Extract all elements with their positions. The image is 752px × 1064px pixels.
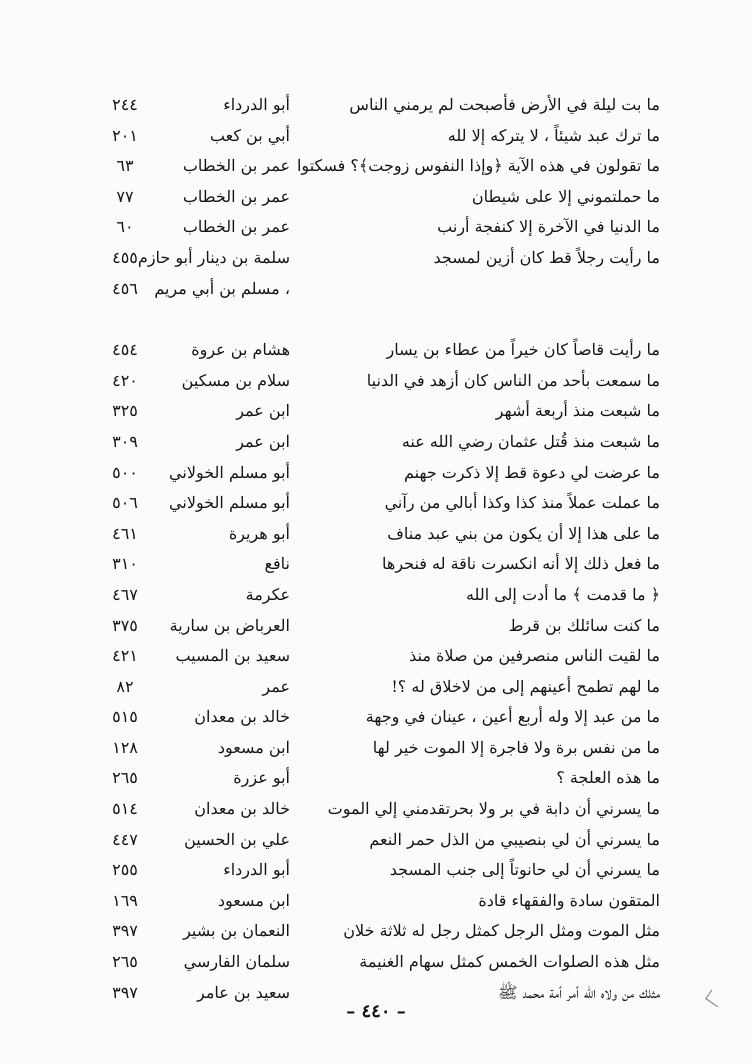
page-ref: ٢٠١ [112,125,138,145]
phrase: مثل هذه الصلوات الخمس كمثل سهام الغنيمة [359,952,660,972]
index-row [95,427,660,458]
narrator: سلام بن مسكين [181,370,290,390]
phrase: ما رأيت رجلاً قط كان أزين لمسجد [433,247,660,267]
index-row [95,763,660,794]
index-row [95,274,660,305]
index-row [95,549,660,580]
index-row [95,212,660,243]
narrator: ابن عمر [236,401,290,421]
narrator: عمر بن الخطاب [182,217,290,237]
phrase: ما من عبد إلا وله أربع أعين ، عينان في وجهة [365,707,660,727]
phrase: ما رأيت قاصاً كان خيراً من عطاء بن يسار [386,340,660,360]
narrator: أبو مسلم الخولاني [169,462,290,482]
page-ref: ٤٥٦ [112,278,138,298]
phrase: ما الدنيا في الآخرة إلا كنفجة أرنب [437,217,660,237]
narrator: ابن عمر [236,431,290,451]
phrase: ﴿ ما قدمت ﴾ ما أدت إلى الله [465,584,660,604]
phrase: ما لهم تطمح أعينهم إلى من لاخلاق له ؟! [391,676,660,696]
narrator: ، مسلم بن أبي مريم [154,278,290,298]
page-ref: ١٦٩ [112,890,138,910]
narrator: عمر بن الخطاب [182,186,290,206]
index-row [95,672,660,703]
phrase: ما عرضت لي دعوة قط إلا ذكرت جهنم [403,462,660,482]
narrator: خالد بن معدان [194,707,290,727]
phrase: ما سمعت بأحد من الناس كان أزهد في الدنيا [366,370,660,390]
page-ref: ٥١٤ [112,799,138,819]
index-row [95,335,660,366]
phrase: ما هذه العلجة ؟ [556,768,660,788]
index-table [95,90,660,1008]
phrase: ما لقيت الناس منصرفين من صلاة منذ [409,646,660,666]
page-ref: ٣٠٩ [112,431,138,451]
page-ref: ٦٠ [116,217,134,237]
narrator: أبو الدرداء [223,860,290,880]
narrator: العرباض بن سارية [169,615,290,635]
page-ref: ٥١٥ [112,707,138,727]
phrase: ما يسرني أن لي بنصيبي من الذل حمر النعم [369,829,660,849]
page-ref: ٤٢٠ [112,370,138,390]
index-row [95,611,660,642]
phrase: ما فعل ذلك إلا أنه انكسرت ناقة له فنحرها [382,554,660,574]
phrase: مثلك من ولاه الله أمر أمة محمد ﷺ [498,982,660,1002]
narrator: ابن مسعود [217,737,290,757]
page-ref: ٦٣ [116,156,134,176]
phrase: ما يسرني أن لي حانوتاً إلى جنب المسجد [389,860,660,880]
narrator: أبو الدرداء [223,95,290,114]
page-ref: ١٢٨ [112,737,138,757]
index-row [95,916,660,947]
page-ref: ٤٥٥ [112,247,138,267]
index-row [95,733,660,764]
phrase: ما بت ليلة في الأرض فأصبحت لم يرمني الناس [349,95,660,114]
page-ref: ٣٩٧ [112,921,138,941]
page-ref: ٤٢١ [112,646,138,666]
page-ref: ٢٦٥ [112,768,138,788]
index-row [95,90,660,121]
narrator: أبو مسلم الخولاني [169,493,290,513]
phrase: ما حملتموني إلا على شيطان [471,186,660,206]
narrator: عمر بن الخطاب [182,156,290,176]
page-ref: ٤٥٤ [112,340,138,360]
phrase: ما عملت عملاً منذ كذا وكذا أبالي من رآني [384,493,660,513]
narrator: عمر [262,676,290,696]
index-row [95,151,660,182]
index-row [95,396,660,427]
index-row [95,825,660,856]
phrase: مثل الموت ومثل الرجل كمثل رجل له ثلاثة خلان [343,921,660,941]
phrase: ما على هذا إلا أن يكون من بني عبد مناف [387,523,660,543]
page-ref: ٢٥٥ [112,860,138,880]
narrator: خالد بن معدان [194,799,290,819]
index-row [95,182,660,213]
phrase: ما شبعت منذ أربعة أشهر [495,401,660,421]
page-ref: ٣٧٥ [112,615,138,635]
page-ref: ٤٤٧ [112,829,138,849]
index-row [95,794,660,825]
index-row [95,886,660,917]
narrator: أبو هريرة [228,523,290,543]
phrase: ما شبعت منذ قُتل عثمان رضي الله عنه [401,431,660,451]
page-ref: ٣٩٧ [112,982,138,1002]
page-ref: ٢٤٤ [112,95,138,114]
narrator: نافع [264,554,290,574]
index-row [95,366,660,397]
narrator: سلمان الفارسي [183,952,290,972]
narrator: سعيد بن عامر [197,982,290,1002]
page-number: – ٤٤٠ – [346,1001,406,1022]
narrator: سلمة بن دينار أبو حازم [137,247,290,267]
phrase: ما ترك عبد شيئاً ، لا يتركه إلا لله [447,125,660,145]
page-ref: ٤٦٧ [112,584,138,604]
phrase: ما كنت سائلك بن قرط [508,615,660,635]
page-ref: ٥٠٦ [112,493,138,513]
narrator: أبو عزرة [233,768,290,788]
page-ref: ٨٢ [116,676,134,696]
narrator: أبي بن كعب [209,125,290,145]
narrator: ابن مسعود [217,890,290,910]
narrator: سعيد بن المسيب [175,646,290,666]
index-row [95,488,660,519]
index-row [95,458,660,489]
index-row [95,243,660,274]
index-row [95,121,660,152]
narrator: النعمان بن بشير [183,921,290,941]
page-ref: ٣٢٥ [112,401,138,421]
index-row [95,855,660,886]
phrase: ما تقولون في هذه الآية ﴿وإذا النفوس زوجت﴾؟ فسكتوا [296,156,660,176]
phrase: المتقون سادة والفقهاء قادة [478,890,660,910]
index-row [95,641,660,672]
index-row [95,580,660,611]
index-row [95,947,660,978]
phrase: ما من نفس برة ولا فاجرة إلا الموت خير لها [372,737,660,757]
narrator: عكرمة [245,584,290,604]
index-row [95,519,660,550]
page-ref: ٤٦١ [112,523,138,543]
page-ref: ٣١٠ [112,554,138,574]
narrator: علي بن الحسين [184,829,290,849]
narrator: هشام بن عروة [191,340,290,360]
phrase: ما يسرني أن دابة في بر ولا بحرتقدمني إلي الموت [327,799,660,819]
index-row [95,702,660,733]
page-ref: ٥٠٠ [112,462,138,482]
page-ref: ٢٦٥ [112,952,138,972]
page-ref: ٧٧ [116,186,134,206]
